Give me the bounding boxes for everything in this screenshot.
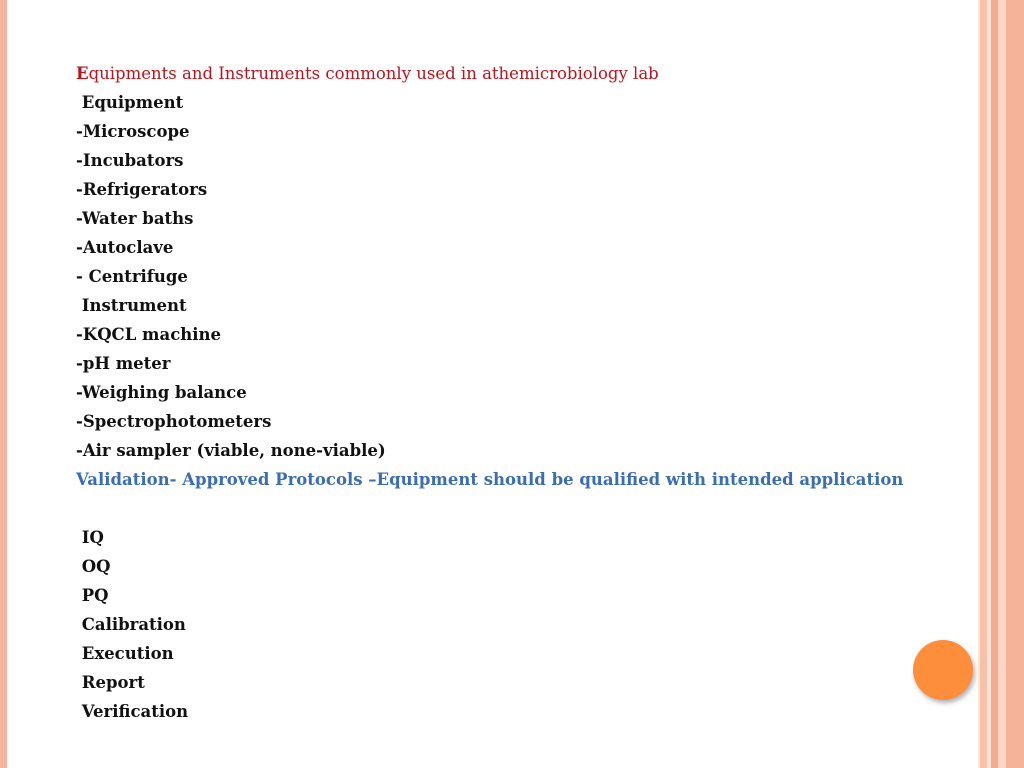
instrument-title: Instrument bbox=[76, 296, 187, 315]
instrument-item: -pH meter bbox=[76, 354, 171, 373]
slide-heading bbox=[76, 59, 956, 88]
validation-step: IQ bbox=[76, 528, 104, 547]
equipment-item: -Microscope bbox=[76, 122, 190, 141]
instrument-item: -KQCL machine bbox=[76, 325, 221, 344]
heading-initial: E bbox=[76, 64, 89, 83]
slide-content bbox=[76, 59, 956, 726]
orange-circle-decoration bbox=[913, 640, 973, 700]
validation-step: Report bbox=[76, 673, 145, 692]
equipment-title: Equipment bbox=[76, 93, 184, 112]
instrument-item: -Weighing balance bbox=[76, 383, 247, 402]
left-decorative-border bbox=[0, 0, 7, 768]
instrument-item: -Air sampler (viable, none-viable) bbox=[76, 441, 386, 460]
equipment-item: -Refrigerators bbox=[76, 180, 208, 199]
validation-step: Verification bbox=[76, 702, 189, 721]
validation-step: PQ bbox=[76, 586, 109, 605]
equipment-item: - Centrifuge bbox=[76, 267, 188, 286]
equipment-item: -Incubators bbox=[76, 151, 184, 170]
equipment-item: -Autoclave bbox=[76, 238, 174, 257]
validation-step: OQ bbox=[76, 557, 111, 576]
blank-line bbox=[76, 494, 956, 523]
validation-step: Execution bbox=[76, 644, 174, 663]
instrument-item: -Spectrophotometers bbox=[76, 412, 272, 431]
validation-step: Calibration bbox=[76, 615, 186, 634]
equipment-item: -Water baths bbox=[76, 209, 194, 228]
heading-rest: quipments and Instruments commonly used in athemicrobiology lab bbox=[88, 64, 659, 83]
right-decorative-border bbox=[978, 0, 1024, 768]
validation-line: Validation- Approved Protocols –Equipment should be qualified with intended application bbox=[76, 470, 904, 489]
